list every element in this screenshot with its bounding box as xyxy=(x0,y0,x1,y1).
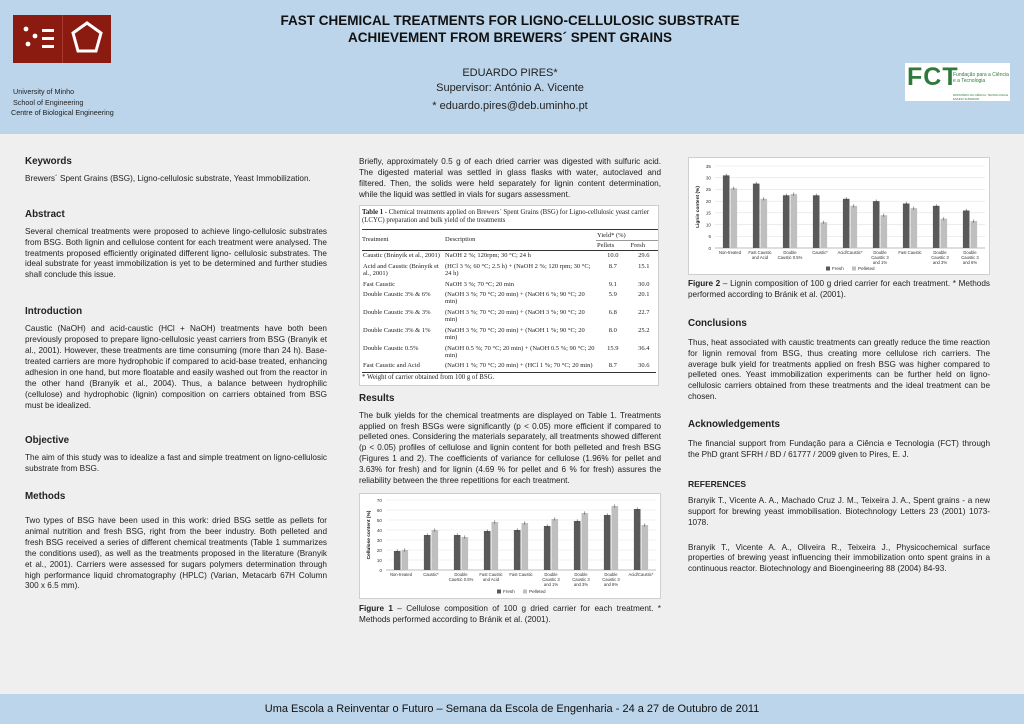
y-tick-label: 10 xyxy=(376,557,382,563)
y-tick-label: 15 xyxy=(705,210,711,216)
x-tick-label: Double xyxy=(873,250,887,255)
x-tick-label: and 1% xyxy=(872,260,888,265)
legend-swatch-fresh xyxy=(826,267,830,271)
reference-1: Branyik T., Vicente A. A., Machado Cruz J. M., Teixeira J. A., Spent grains - a new support for brewing yeast immobilisation. Biotechnology Letters 23 (2001) 1073-1078. xyxy=(688,495,990,527)
cell-fresh: 36.4 xyxy=(638,344,650,352)
figure-2-caption-text: – Lignin composition of 100 g dried carrier for each treatment. * Methods performed according to Bránik et al. (2001). xyxy=(688,279,990,299)
bar-pelleted xyxy=(612,506,619,570)
cell-treatment: Double Caustic 3% & 1% xyxy=(363,326,431,334)
x-tick-label: Fast Caustic xyxy=(748,250,772,255)
cell-description: (HCl 3 %; 60 °C; 2.5 h) + (NaOH 2 %; 120 rpm; 30 °C; 24 h) xyxy=(445,262,591,278)
bar-fresh xyxy=(903,203,910,248)
legend-swatch-pelleted xyxy=(852,267,856,271)
affil-university: University of Minho xyxy=(13,87,75,96)
table-row xyxy=(362,326,658,344)
col-header-description: Description xyxy=(444,229,596,251)
introduction-heading: Introduction xyxy=(25,306,83,318)
affiliation xyxy=(8,87,114,119)
x-tick-label: Acid/Caustic* xyxy=(837,250,863,255)
x-tick-label: Fast Caustic xyxy=(509,571,533,577)
x-tick-label: Caustic* xyxy=(423,571,439,577)
x-tick-label: Caustic 3 xyxy=(572,576,590,582)
x-tick-label: Non-treated xyxy=(389,571,413,577)
cell-fresh: 22.7 xyxy=(638,308,650,316)
col-header-treatment: Treatment xyxy=(362,229,444,251)
legend-label: Fresh xyxy=(503,588,515,594)
cell-description: (NaOH 0.5 %; 70 °C; 20 min) + (NaOH 0.5 %; 90 °C; 20 min) xyxy=(445,344,595,359)
x-tick-label: Caustic 0.5% xyxy=(777,255,803,260)
col-header-fresh: Fresh xyxy=(630,241,659,251)
um-symbol-icon xyxy=(13,15,62,63)
cell-treatment: Double Caustic 3% & 6% xyxy=(363,291,431,299)
um-school-pentagon-icon xyxy=(62,15,112,63)
middle-column xyxy=(359,157,661,626)
bar-pelleted xyxy=(791,194,798,248)
y-tick-label: 30 xyxy=(376,537,382,543)
bar-fresh xyxy=(783,195,790,248)
references-heading: REFERENCES xyxy=(688,478,747,489)
cell-description: (NaOH 3 %; 70 °C; 20 min) + (NaOH 6 %; 90 °C; 20 min) xyxy=(445,291,585,306)
cell-description: (NaOH 3 %; 70 °C; 20 min) + (NaOH 1 %; 90 °C; 20 min) xyxy=(445,326,585,342)
bar-fresh xyxy=(843,199,850,248)
fct-logo xyxy=(905,63,1010,101)
y-axis-label: Cellulose content (%) xyxy=(367,510,372,560)
bar-pelleted xyxy=(402,550,409,570)
legend-label: Pelleted xyxy=(529,588,546,594)
x-tick-label: and 3% xyxy=(573,581,589,587)
bar-fresh xyxy=(813,195,820,248)
table-row xyxy=(362,280,658,290)
bar-pelleted xyxy=(971,221,978,248)
x-tick-label: Caustic 3 xyxy=(931,255,949,260)
bar-fresh xyxy=(574,521,581,570)
bar-pelleted xyxy=(492,522,499,570)
methods-heading: Methods xyxy=(25,491,66,503)
affil-school: School of Engineering xyxy=(13,97,84,107)
poster-header xyxy=(0,0,1024,134)
x-tick-label: Non-treated xyxy=(718,250,742,255)
table-row xyxy=(362,344,658,362)
bar-pelleted xyxy=(941,219,948,248)
cell-pellets: 10.0 xyxy=(607,252,619,260)
bar-pelleted xyxy=(821,222,828,248)
supervisor: Supervisor: António A. Vicente xyxy=(436,82,584,94)
x-tick-label: Double xyxy=(933,250,947,255)
fct-logo-subtitle: Fundação para a Ciência e a Tecnologia xyxy=(953,72,1009,84)
fct-logo-ministry: MINISTÉRIO DA CIÊNCIA, TECNOLOGIA E ENSINO SUPERIOR xyxy=(953,93,1009,101)
table-1-caption-text: - Chemical treatments applied on Brewers´ Spent Grains (BSG) for Ligno-cellulosic yeast carrier (LCYC) preparation and bulk yield of the treatments xyxy=(362,208,650,224)
bar-fresh xyxy=(454,535,461,570)
bar-pelleted xyxy=(552,519,559,570)
x-tick-label: Double xyxy=(574,571,588,577)
x-tick-label: Fast Caustic xyxy=(479,571,503,577)
bar-pelleted xyxy=(761,199,768,248)
cell-fresh: 30.0 xyxy=(638,280,650,288)
cell-treatment: Fast Caustic xyxy=(363,280,395,288)
table-row xyxy=(362,361,658,371)
y-tick-label: 30 xyxy=(705,175,711,181)
cell-fresh: 29.6 xyxy=(638,252,650,260)
bar-pelleted xyxy=(881,215,888,248)
cell-description: NaOH 3 %; 70 °C; 20 min xyxy=(445,280,515,288)
y-tick-label: 50 xyxy=(376,517,382,523)
affil-centre: Centre of Biological Engineering xyxy=(11,108,114,117)
bar-pelleted xyxy=(462,537,469,570)
table-1-box xyxy=(359,205,659,386)
x-tick-label: and 3% xyxy=(932,260,948,265)
x-tick-label: and 1% xyxy=(543,581,559,587)
keywords-text: Brewers´ Spent Grains (BSG), Ligno-cellulosic substrate, Yeast Immobilization. xyxy=(25,173,311,183)
bar-pelleted xyxy=(522,523,529,570)
col-header-pellets: Pellets xyxy=(596,241,630,251)
bar-fresh xyxy=(873,201,880,248)
right-column xyxy=(688,157,990,575)
table-1-caption xyxy=(362,209,656,225)
bar-pelleted xyxy=(731,188,738,248)
y-tick-label: 60 xyxy=(376,507,382,513)
figure-1-caption-text: – Cellulose composition of 100 g dried carrier for each treatment. * Methods performed according to Bránik et al. (2001). xyxy=(359,603,661,624)
cell-pellets: 8.0 xyxy=(608,326,617,334)
bar-pelleted xyxy=(642,525,649,570)
bar-fresh xyxy=(394,551,401,570)
table-1-caption-label: Table 1 xyxy=(362,208,384,216)
table-row xyxy=(362,308,658,326)
bar-fresh xyxy=(604,515,611,570)
figure-2-caption xyxy=(688,279,990,301)
col-header-yield: Yield* (%) xyxy=(596,229,658,240)
cell-pellets: 8.7 xyxy=(608,262,617,270)
figure-2-label: Figure 2 xyxy=(688,279,721,288)
left-column xyxy=(25,157,327,592)
cell-pellets: 5.9 xyxy=(608,291,617,299)
cell-treatment: Acid and Caustic (Brányik et al., 2001) xyxy=(363,262,439,278)
cell-description: NaOH 2 %; 120rpm; 30 °C; 24 h xyxy=(445,252,531,260)
cell-treatment: Caustic (Brányik et al., 2001) xyxy=(363,252,440,260)
cell-treatment: Double Caustic 0.5% xyxy=(363,344,419,352)
table-row xyxy=(362,251,658,262)
y-tick-label: 25 xyxy=(705,187,711,193)
cell-fresh: 20.1 xyxy=(638,291,650,299)
figure-2-chart xyxy=(688,157,990,275)
conclusions-heading: Conclusions xyxy=(688,317,747,329)
legend-swatch-fresh xyxy=(497,589,501,593)
x-tick-label: and 6% xyxy=(603,581,619,587)
table-row xyxy=(362,262,658,280)
university-minho-logo xyxy=(13,15,111,63)
y-tick-label: 20 xyxy=(376,547,382,553)
legend-label: Fresh xyxy=(832,266,844,271)
fct-logo-text: FCT xyxy=(907,63,959,91)
footer-text: Uma Escola a Reinventar o Futuro – Semana da Escola de Engenharia - 24 a 27 de Outubro de 2011 xyxy=(264,703,760,715)
y-tick-label: 0 xyxy=(708,245,711,251)
legend-label: Pelleted xyxy=(858,266,875,271)
bar-fresh xyxy=(963,211,970,248)
y-axis-label: Lignin content (%) xyxy=(696,186,701,228)
cellulose-chart-svg xyxy=(360,494,660,598)
results-heading: Results xyxy=(359,392,395,404)
cell-description: (NaOH 1 %; 70 °C; 20 min) + (HCl 1 %; 70 °C; 20 min) xyxy=(445,362,593,370)
lignin-chart-svg xyxy=(689,158,989,274)
bar-pelleted xyxy=(911,208,918,248)
cell-pellets: 6.8 xyxy=(608,308,617,316)
abstract-heading: Abstract xyxy=(25,208,65,220)
conclusions-text: Thus, heat associated with caustic treatments can greatly reduce the time reaction for lignin removal from BSG, thus creating more cellulose rich carriers. The average bulk yield for treatments applied on fresh BSG was higher compared to pelleted ones. Yeast immobilization experiments can be further held on ligno-cellulosic carriers obtained from these treatments and the ideal treatment can be chosen. xyxy=(688,337,990,402)
methods-text: Two types of BSG have been used in this work: dried BSG settle as pellets for animal nutrition and fresh BSG, right from the beer industry. Both pelleted and fresh BSG received a series of different chemical treatments (Table 1 summarizes the conditions used), as well as the treatments proposed in the literature (Branyik et al., 2001). Carriers were assessed for sugars polymers determination through high performance liquid chromatography (HPLC) (Varian, Metacarb 67H Column 300 x 6.5 mm). xyxy=(25,516,327,591)
cell-fresh: 25.2 xyxy=(638,326,650,334)
acknowledgements-text: The financial support from Fundação para a Ciência e Tecnologia (FCT) through the PhD grant SFRH / BD / 61777 / 2009 given to Pires, E. J. xyxy=(688,439,990,459)
bar-fresh xyxy=(484,531,491,570)
author-email: * eduardo.pires@deb.uminho.pt xyxy=(432,100,588,112)
x-tick-label: Fast Caustic xyxy=(898,250,922,255)
cell-pellets: 9.1 xyxy=(608,280,617,288)
figure-1-label: Figure 1 xyxy=(359,603,393,613)
cell-pellets: 8.7 xyxy=(608,362,617,370)
x-tick-label: Double xyxy=(544,571,558,577)
cell-treatment: Double Caustic 3% & 3% xyxy=(363,308,431,316)
cell-description: (NaOH 3 %; 70 °C; 20 min) + (NaOH 3 %; 90 °C; 20 min) xyxy=(445,308,585,324)
x-tick-label: Caustic 3 xyxy=(871,255,889,260)
poster-title xyxy=(200,12,820,46)
abstract-text: Several chemical treatments were proposed to achieve lingo-cellulosic substrates from BSG. Both lignin and cellulose content for each treatment were analysed. The treatments proposed efficiently originated different ligno- cellulosic substrates. The ideal substrate for yeast immobilization is yet to be determined and further studies shall conclude this issue. xyxy=(25,226,327,280)
bar-fresh xyxy=(723,175,730,248)
x-tick-label: and Acid xyxy=(482,576,500,582)
y-tick-label: 20 xyxy=(705,198,711,204)
x-tick-label: Caustic* xyxy=(812,250,828,255)
x-tick-label: Double xyxy=(783,250,797,255)
bar-pelleted xyxy=(432,530,439,570)
y-tick-label: 0 xyxy=(379,567,382,573)
bar-pelleted xyxy=(582,513,589,570)
x-tick-label: and Acid xyxy=(751,255,769,260)
figure-1-chart xyxy=(359,493,661,599)
y-tick-label: 5 xyxy=(708,234,711,240)
treatments-table-body xyxy=(362,251,658,372)
results-text: The bulk yields for the chemical treatments are displayed on Table 1. Treatments applied on fresh BSGs were significantly (p < 0.05) more efficient if compared to pelleted ones. Considering the materials separately, all treatments showed different (p < 0.05) profiles of cellulose and lignin content for both pelleted and fresh BSG (Figures 1 and 2). The coefficients of variance for cellulose (1.96% for pellet and 3.63% for fresh) and for lignin (4.69 % for pellet and 6 % for fresh) assures the reliability between the three repetitions for each treatment. xyxy=(359,410,661,486)
x-tick-label: Acid/Caustic* xyxy=(628,571,654,577)
bar-fresh xyxy=(753,184,760,248)
x-tick-label: Double xyxy=(604,571,618,577)
y-tick-label: 40 xyxy=(376,527,382,533)
legend-swatch-pelleted xyxy=(523,589,527,593)
x-tick-label: Caustic 3 xyxy=(602,576,620,582)
x-tick-label: Caustic 3 xyxy=(961,255,979,260)
x-tick-label: Double xyxy=(963,250,977,255)
methods-continued-text: Briefly, approximately 0.5 g of each dried carrier was digested with sulfuric acid. The digested material was settled in glass flasks with water, autoclaved and filtered. Then, the solids were held separately for lignin content determination, while the liquid was settled in vials for sugars assessment. xyxy=(359,157,661,199)
cell-fresh: 15.1 xyxy=(638,262,650,270)
poster-footer xyxy=(0,694,1024,724)
title-line-1: FAST CHEMICAL TREATMENTS FOR LIGNO-CELLULOSIC SUBSTRATE xyxy=(280,13,740,28)
title-line-2: ACHIEVEMENT FROM BREWERS´ SPENT GRAINS xyxy=(347,30,672,45)
x-tick-label: Caustic 3 xyxy=(542,576,560,582)
cell-fresh: 30.6 xyxy=(638,362,650,370)
cell-treatment: Fast Caustic and Acid xyxy=(363,362,420,370)
treatments-table xyxy=(362,229,658,372)
y-tick-label: 35 xyxy=(705,163,711,169)
author-block xyxy=(340,66,680,114)
bar-fresh xyxy=(544,526,551,570)
bar-fresh xyxy=(634,509,641,570)
table-row xyxy=(362,290,658,308)
table-1-note: * Weight of carrier obtained from 100 g of BSG. xyxy=(362,372,656,382)
bar-fresh xyxy=(933,206,940,248)
y-tick-label: 10 xyxy=(705,222,711,228)
reference-2: Branyik T., Vicente A. A., Oliveira R., Teixeira J., Physicochemical surface properties of brewing yeast influencing their immobilization onto spent grains in a continuous reactor. Biotechnology and Bioengineering 88 (2004) 84-93. xyxy=(688,542,990,574)
y-tick-label: 70 xyxy=(376,497,382,503)
bar-fresh xyxy=(424,535,431,570)
figure-1-caption xyxy=(359,604,661,626)
bar-fresh xyxy=(514,530,521,570)
introduction-text: Caustic (NaOH) and acid-caustic (HCl + NaOH) treatments have both been previously proposed to prepare ligno-cellulosic yeast carriers from BSG (Branyik et al., 2001). However, these treatments are time consuming (more than 24 h). Base-treated carriers are more hydrophobic if compared to acid-base treated, enhancing adhesion in one hand, but more floatable and easily washed out from the reactor in the other hand (Branyik et al., 2004). Thus, a balance between hydrophilic (cellulose) and hydrophobic (lignin) composition on carriers obtained from BSG must be idealized. xyxy=(25,324,327,410)
x-tick-label: Double xyxy=(454,571,468,577)
acknowledgements-heading: Acknowledgements xyxy=(688,419,781,431)
cell-pellets: 15.9 xyxy=(607,344,619,352)
x-tick-label: Caustic 0.5% xyxy=(448,576,474,582)
x-tick-label: and 6% xyxy=(962,260,978,265)
author-name: EDUARDO PIRES* xyxy=(462,67,558,79)
objective-heading: Objective xyxy=(25,435,70,447)
bar-pelleted xyxy=(851,206,858,248)
objective-text: The aim of this study was to idealize a fast and simple treatment on ligno-cellulosic substrate from BSG. xyxy=(25,453,327,474)
keywords-heading: Keywords xyxy=(25,156,72,167)
